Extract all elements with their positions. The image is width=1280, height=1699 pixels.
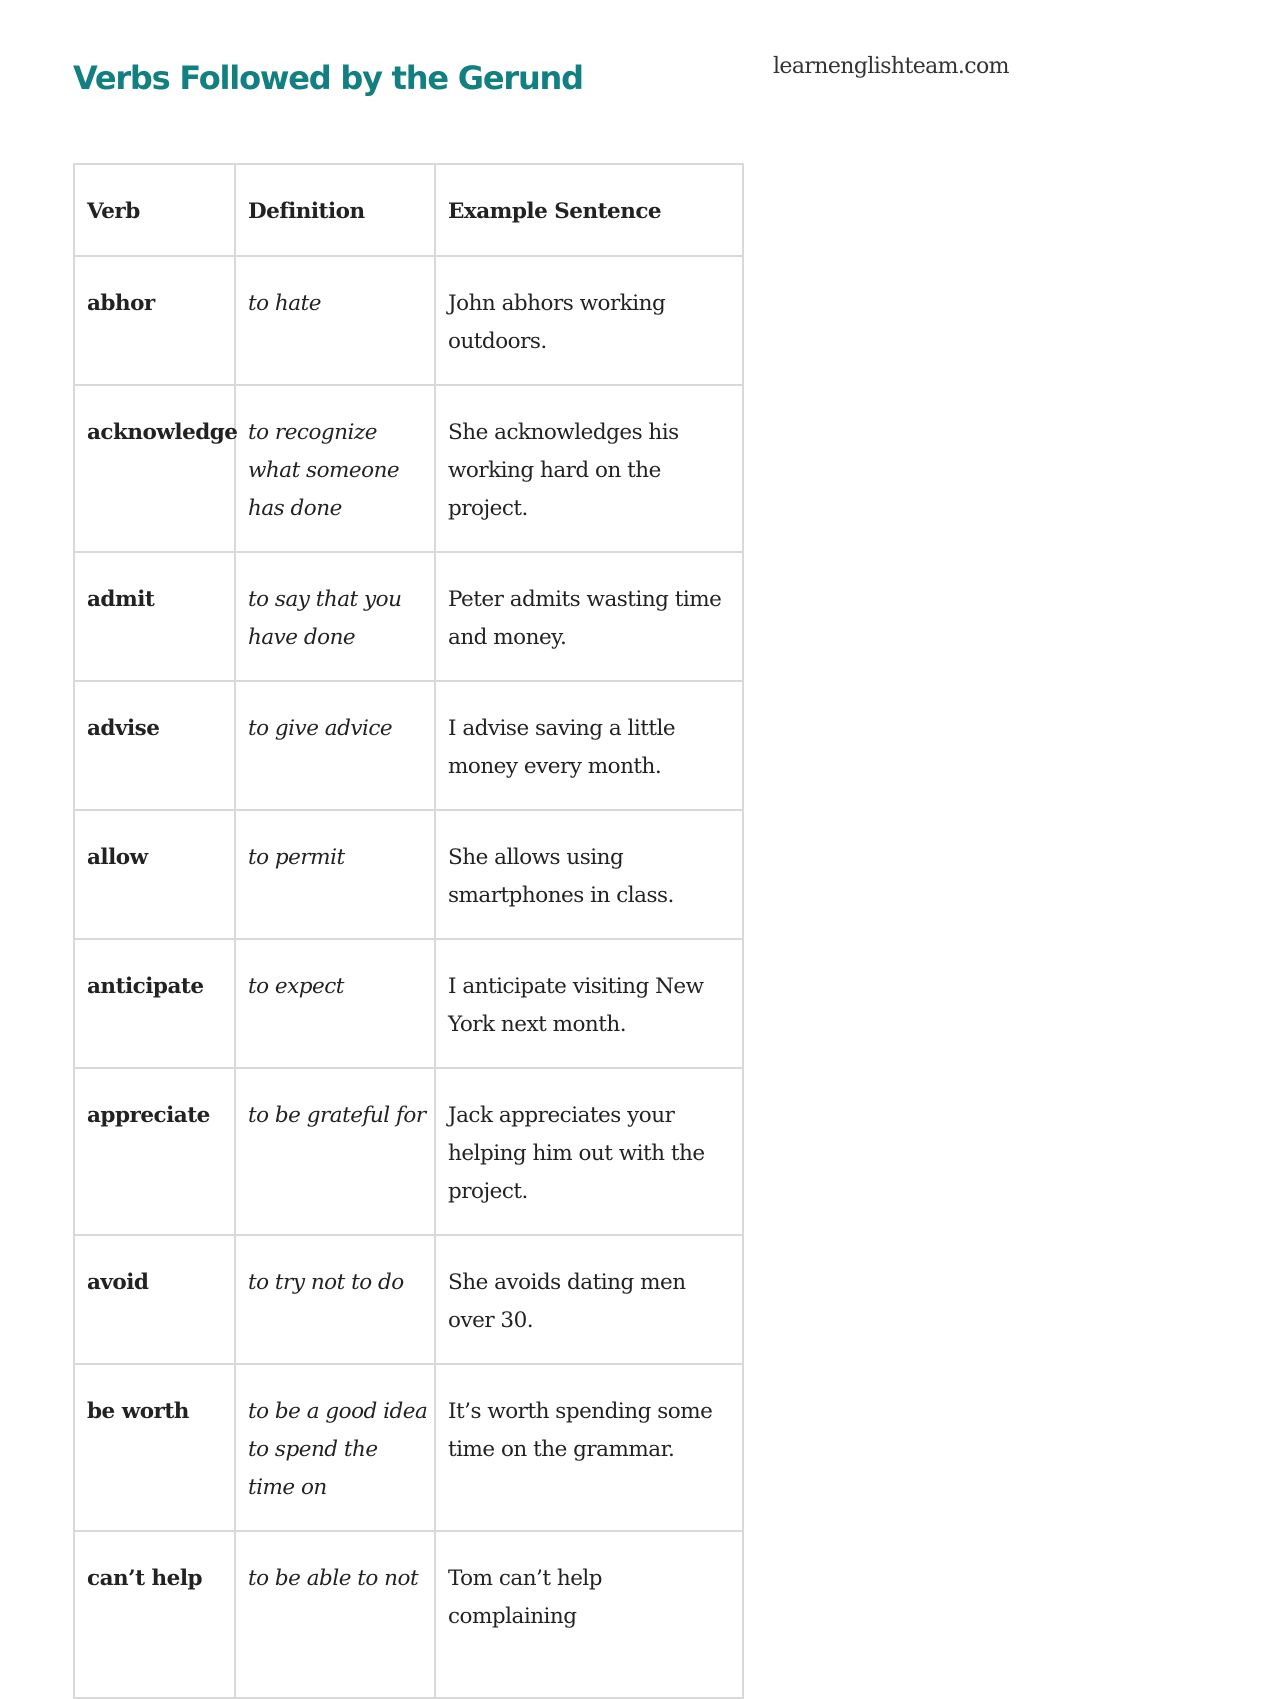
table-row — [74, 1364, 743, 1531]
column-header-example: Example Sentence — [435, 164, 743, 256]
table-row — [74, 1531, 743, 1698]
example-cell: It’s worth spending some time on the grammar. — [435, 1364, 743, 1531]
table-row — [74, 681, 743, 810]
example-cell: She avoids dating men over 30. — [435, 1235, 743, 1364]
verb-cell: avoid — [74, 1235, 235, 1364]
example-cell: Tom can’t help complaining — [435, 1531, 743, 1698]
column-header-verb: Verb — [74, 164, 235, 256]
verb-table-container — [73, 163, 743, 1629]
table-row — [74, 810, 743, 939]
verb-cell: anticipate — [74, 939, 235, 1068]
verb-cell: appreciate — [74, 1068, 235, 1235]
example-cell: Jack appreciates your helping him out with the project. — [435, 1068, 743, 1235]
verb-cell: allow — [74, 810, 235, 939]
definition-cell: to be a good idea to spend the time on — [235, 1364, 435, 1531]
verb-cell: abhor — [74, 256, 235, 385]
table-row — [74, 256, 743, 385]
definition-cell: to be grateful for — [235, 1068, 435, 1235]
verb-cell: advise — [74, 681, 235, 810]
table-row — [74, 552, 743, 681]
page-title: Verbs Followed by the Gerund — [73, 59, 583, 97]
example-cell: She allows using smartphones in class. — [435, 810, 743, 939]
table-row — [74, 1235, 743, 1364]
definition-cell: to be able to not — [235, 1531, 435, 1698]
example-cell: I anticipate visiting New York next month. — [435, 939, 743, 1068]
definition-cell: to say that you have done — [235, 552, 435, 681]
definition-cell: to expect — [235, 939, 435, 1068]
table-header-row — [74, 164, 743, 256]
verb-cell: be worth — [74, 1364, 235, 1531]
verb-cell: acknowledge — [74, 385, 235, 552]
verb-table — [73, 163, 744, 1699]
example-cell: John abhors working outdoors. — [435, 256, 743, 385]
definition-cell: to hate — [235, 256, 435, 385]
example-cell: She acknowledges his working hard on the project. — [435, 385, 743, 552]
column-header-definition: Definition — [235, 164, 435, 256]
table-row — [74, 1068, 743, 1235]
definition-cell: to try not to do — [235, 1235, 435, 1364]
verb-cell: admit — [74, 552, 235, 681]
example-cell: Peter admits wasting time and money. — [435, 552, 743, 681]
site-name: learnenglishteam.com — [773, 54, 1009, 79]
example-cell: I advise saving a little money every month. — [435, 681, 743, 810]
table-row — [74, 385, 743, 552]
table-row — [74, 939, 743, 1068]
definition-cell: to give advice — [235, 681, 435, 810]
verb-cell: can’t help — [74, 1531, 235, 1698]
definition-cell: to permit — [235, 810, 435, 939]
definition-cell: to recognize what someone has done — [235, 385, 435, 552]
